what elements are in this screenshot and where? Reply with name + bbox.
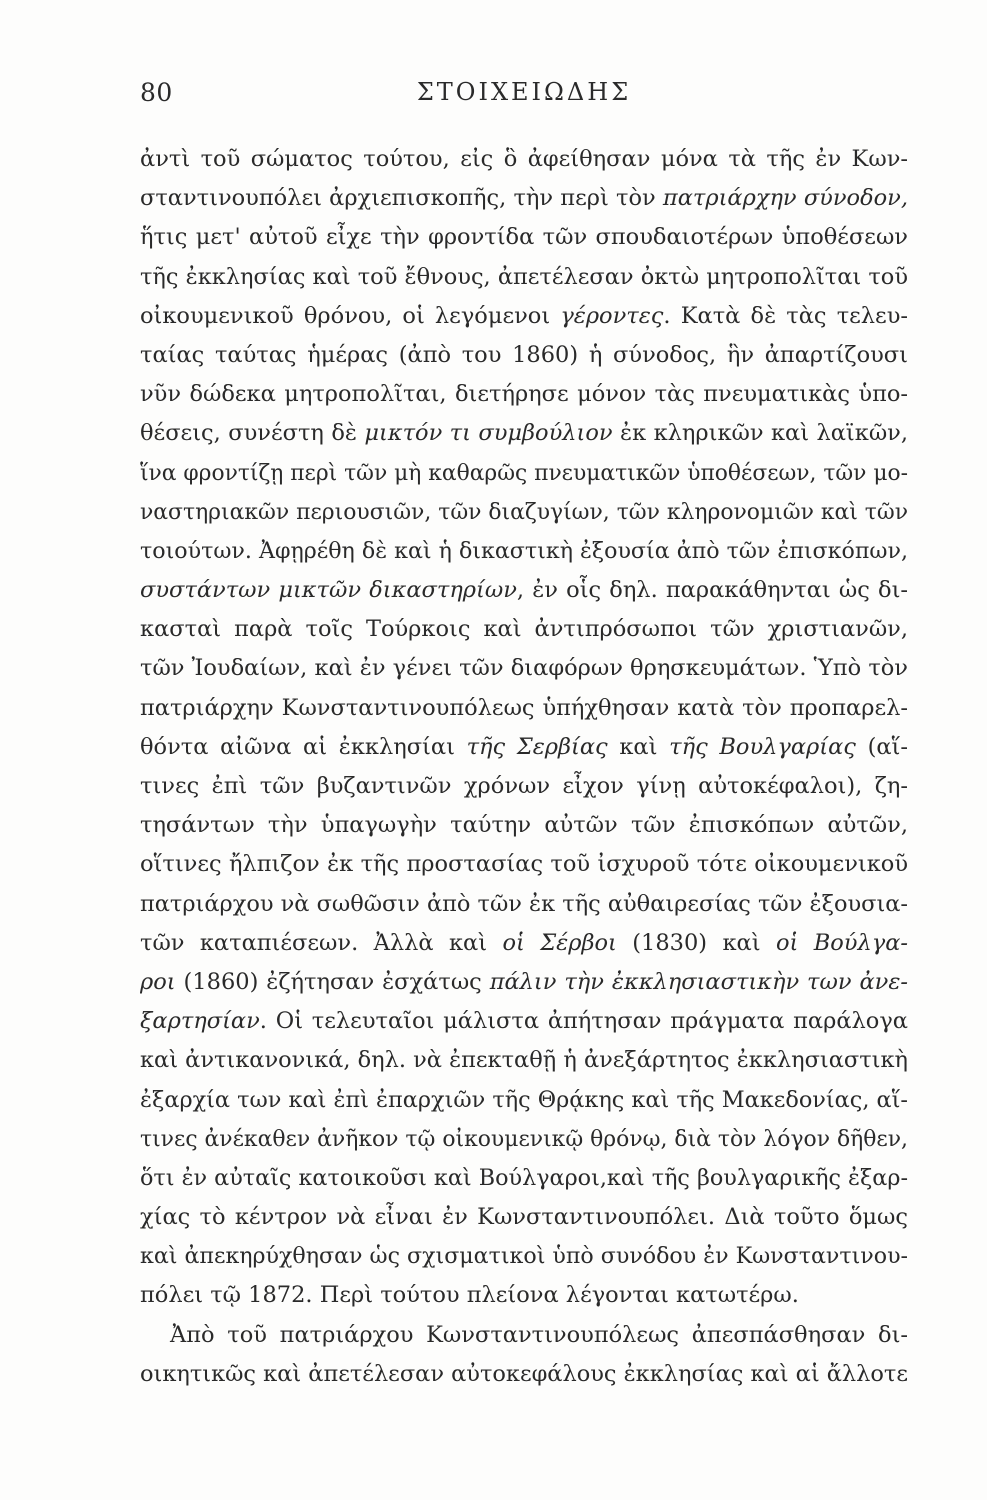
text-line: τινες ἀνέκαθεν ἀνῆκον τῷ οἰκουμενικῷ θρόνῳ, διὰ τὸν λόγον δῆθεν, (140, 1125, 908, 1152)
text-line: πατριάρχου νὰ σωθῶσιν ἀπὸ τῶν ἐκ τῆς αὐθαιρεσίας τῶν ἐξουσια- (140, 890, 908, 917)
text-line: τοιούτων. Ἀφῃρέθη δὲ καὶ ἡ δικαστικὴ ἐξουσία ἀπὸ τῶν ἐπισκόπων, (140, 537, 908, 564)
text-line: ταίας ταύτας ἡμέρας (ἀπὸ του 1860) ἡ σύνοδος, ἣν ἀπαρτίζουσι (140, 341, 908, 368)
text-line: οἵτινες ἤλπιζον ἐκ τῆς προστασίας τοῦ ἰσχυροῦ τότε οἰκουμενικοῦ (140, 851, 908, 878)
text-line: πατριάρχην Κωνσταντινουπόλεως ὑπήχθησαν κατὰ τὸν προπαρελ- (140, 694, 908, 721)
text-line: πόλει τῷ 1872. Περὶ τούτου πλείονα λέγονται κατωτέρω. (140, 1282, 799, 1309)
text-line: ροι (1860) ἐζήτησαν ἐσχάτως πάλιν τὴν ἐκκλησιαστικὴν των ἀνε- (140, 968, 908, 995)
running-head (140, 78, 908, 118)
text-line: ναστηριακῶν περιουσιῶν, τῶν διαζυγίων, τῶν κληρονομιῶν καὶ τῶν (140, 498, 908, 525)
text-line: σταντινουπόλει ἀρχιεπισκοπῆς, τὴν περὶ τὸν πατριάρχην σύνοδον, (140, 185, 908, 212)
page-number: 80 (140, 78, 173, 107)
text-line: ἵνα φροντίζῃ περὶ τῶν μὴ καθαρῶς πνευματικῶν ὑποθέσεων, τῶν μο- (140, 459, 908, 486)
text-line: χίας τὸ κέντρον νὰ εἶναι ἐν Κωνσταντινουπόλει. Διὰ τοῦτο ὅμως (140, 1204, 908, 1231)
text-line: τινες ἐπὶ τῶν βυζαντινῶν χρόνων εἶχον γίνῃ αὐτοκέφαλοι), ζη- (140, 773, 908, 799)
text-line: τῶν καταπιέσεων. Ἀλλὰ καὶ οἱ Σέρβοι (1830) καὶ οἱ Βούλγα- (140, 929, 908, 956)
text-line: οἰκουμενικοῦ θρόνου, οἱ λεγόμενοι γέροντες. Κατὰ δὲ τὰς τελευ- (140, 302, 908, 329)
text-line: οικητικῶς καὶ ἀπετέλεσαν αὐτοκεφάλους ἐκκλησίας καὶ αἱ ἄλλοτε (140, 1360, 908, 1387)
text-line: ὅτι ἐν αὐταῖς κατοικοῦσι καὶ Βούλγαροι,καὶ τῆς βουλγαρικῆς ἐξαρ- (140, 1164, 908, 1191)
text-line: ἥτις μετ' αὐτοῦ εἶχε τὴν φροντίδα τῶν σπουδαιοτέρων ὑποθέσεων (140, 224, 908, 251)
text-line: ἀντὶ τοῦ σώματος τούτου, εἰς ὃ ἀφείθησαν μόνα τὰ τῆς ἐν Κων- (140, 146, 908, 172)
text-line: τησάντων τὴν ὑπαγωγὴν ταύτην αὐτῶν τῶν ἐπισκόπων αὐτῶν, (140, 812, 908, 839)
text-line: τῶν Ἰουδαίων, καὶ ἐν γένει τῶν διαφόρων θρησκευμάτων. Ὑπὸ τὸν (140, 655, 908, 682)
text-line: καὶ ἀπεκηρύχθησαν ὡς σχισματικοὶ ὑπὸ συνόδου ἐν Κωνσταντινου- (140, 1243, 908, 1270)
text-line: θόντα αἰῶνα αἱ ἐκκλησίαι τῆς Σερβίας καὶ τῆς Βουλγαρίας (αἵ- (140, 733, 908, 760)
text-line: θέσεις, συνέστη δὲ μικτόν τι συμβούλιον ἐκ κληρικῶν καὶ λαϊκῶν, (140, 420, 908, 447)
text-line: ξαρτησίαν. Οἱ τελευταῖοι μάλιστα ἀπήτησαν πράγματα παράλογα (140, 1008, 908, 1035)
text-line: νῦν δώδεκα μητροπολῖται, διετήρησε μόνον τὰς πνευματικὰς ὑπο- (140, 381, 908, 408)
text-line: τῆς ἐκκλησίας καὶ τοῦ ἔθνους, ἀπετέλεσαν ὀκτὼ μητροπολῖται τοῦ (140, 263, 908, 290)
text-line: κασταὶ παρὰ τοῖς Τούρκοις καὶ ἀντιπρόσωποι τῶν χριστιανῶν, (140, 616, 908, 643)
text-line: ἐξαρχία των καὶ ἐπὶ ἐπαρχιῶν τῆς Θρᾴκης καὶ τῆς Μακεδονίας, αἵ- (140, 1086, 908, 1113)
text-line: συστάντων μικτῶν δικαστηρίων, ἐν οἷς δηλ. παρακάθηνται ὡς δι- (140, 577, 908, 604)
body-text (140, 140, 908, 1394)
text-line: Ἀπὸ τοῦ πατριάρχου Κωνσταντινουπόλεως ἀπεσπάσθησαν δι- (170, 1321, 908, 1348)
running-title: ΣΤΟΙΧΕΙΩΔΗΣ (416, 78, 632, 106)
text-line: καὶ ἀντικανονικά, δηλ. νὰ ἐπεκταθῇ ἡ ἀνεξάρτητος ἐκκλησιαστικὴ (140, 1047, 908, 1074)
